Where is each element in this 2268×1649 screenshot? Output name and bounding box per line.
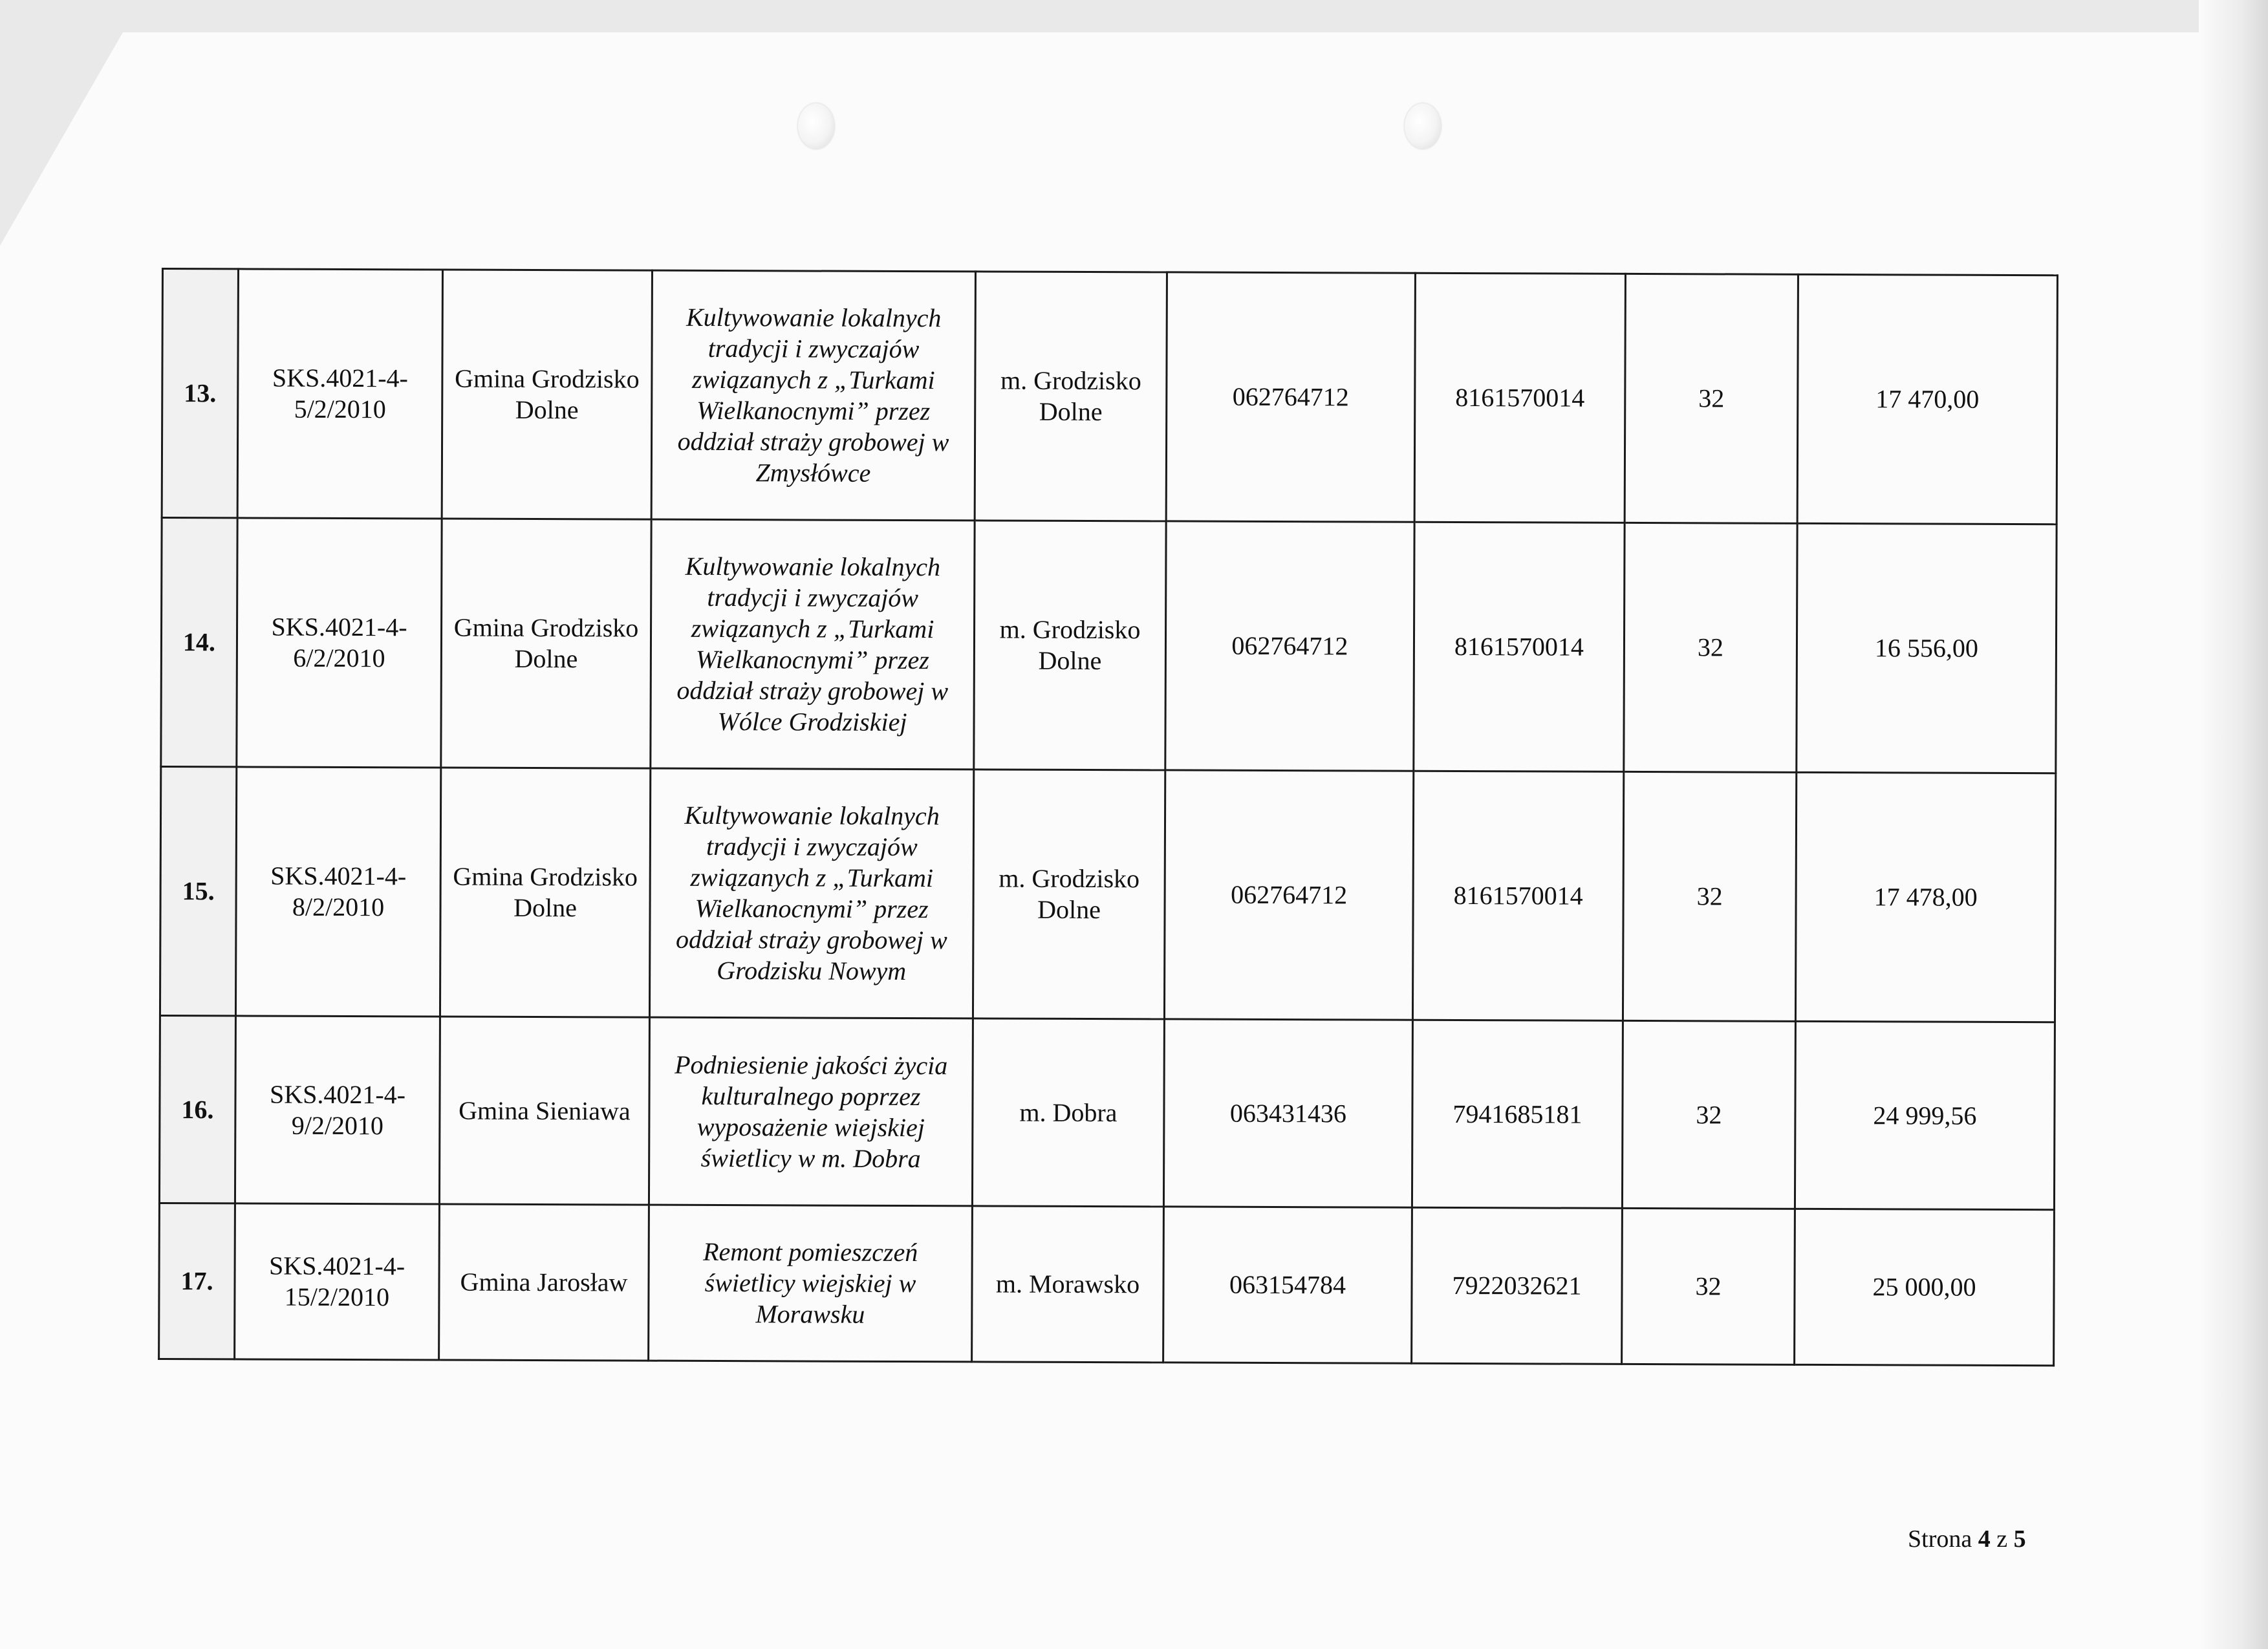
nip-number: 8161570014: [1414, 273, 1625, 523]
row-number: 17.: [159, 1203, 235, 1359]
grant-amount: 24 999,56: [1795, 1021, 2055, 1209]
case-signature: SKS.4021-4-15/2/2010: [235, 1203, 440, 1360]
task-title: Kultywowanie lokalnych tradycji i zwyczajów związanych z „Turkami Wielkanocnymi” przez oddział straży grobowej w Grodzisku Nowym: [649, 768, 973, 1018]
nip-number: 7941685181: [1412, 1020, 1623, 1208]
page-number-prefix: Strona: [1908, 1525, 1972, 1553]
page-number: [1908, 1525, 2026, 1553]
nip-number: 7922032621: [1412, 1207, 1623, 1364]
grant-amount: 25 000,00: [1795, 1209, 2055, 1365]
regon-number: 062764712: [1165, 521, 1414, 771]
page-number-current: 4: [1978, 1525, 1991, 1553]
grants-table: [158, 268, 2058, 1366]
nip-number: 8161570014: [1412, 771, 1623, 1020]
paper-edge: [2199, 0, 2268, 1649]
row-number: 16.: [159, 1015, 235, 1203]
classification-code: 32: [1625, 274, 1798, 523]
regon-number: 062764712: [1164, 770, 1413, 1020]
task-place: m. Grodzisko Dolne: [973, 770, 1165, 1019]
regon-number: 063431436: [1163, 1019, 1412, 1207]
page-number-separator: z: [1996, 1525, 2008, 1553]
task-place: m. Dobra: [972, 1018, 1164, 1207]
beneficiary: Gmina Grodzisko Dolne: [440, 768, 650, 1017]
punch-hole-left: [798, 103, 834, 149]
case-signature: SKS.4021-4-8/2/2010: [235, 767, 440, 1017]
task-title: Kultywowanie lokalnych tradycji i zwyczajów związanych z „Turkami Wielkanocnymi” przez oddział straży grobowej w Wólce Grodziskiej: [651, 519, 975, 770]
row-number: 14.: [161, 518, 237, 767]
case-signature: SKS.4021-4-6/2/2010: [237, 518, 442, 768]
nip-number: 8161570014: [1414, 522, 1625, 771]
task-title: Podniesienie jakości życia kulturalnego poprzez wyposażenie wiejskiej świetlicy w m. Dobra: [649, 1017, 973, 1206]
page-number-total: 5: [2013, 1525, 2026, 1553]
table-row: [160, 767, 2055, 1022]
beneficiary: Gmina Sieniawa: [439, 1017, 649, 1205]
regon-number: 062764712: [1166, 272, 1415, 522]
beneficiary: Gmina Jarosław: [439, 1204, 649, 1361]
beneficiary: Gmina Grodzisko Dolne: [441, 519, 651, 768]
table-row: [159, 1015, 2055, 1209]
grant-amount: 17 478,00: [1795, 772, 2055, 1022]
grant-amount: 17 470,00: [1797, 274, 2057, 524]
classification-code: 32: [1624, 523, 1797, 772]
row-number: 13.: [162, 269, 238, 518]
task-place: m. Grodzisko Dolne: [975, 272, 1167, 521]
task-title: Kultywowanie lokalnych tradycji i zwyczajów związanych z „Turkami Wielkanocnymi” przez oddział straży grobowej w Zmysłówce: [651, 270, 975, 521]
row-number: 15.: [160, 767, 236, 1016]
task-place: m. Morawsko: [972, 1206, 1164, 1363]
table-row: [162, 269, 2057, 524]
beneficiary: Gmina Grodzisko Dolne: [442, 270, 652, 519]
classification-code: 32: [1623, 771, 1796, 1021]
classification-code: 32: [1622, 1208, 1795, 1364]
case-signature: SKS.4021-4-5/2/2010: [237, 269, 442, 519]
classification-code: 32: [1622, 1020, 1795, 1209]
table-row: [159, 1203, 2055, 1365]
regon-number: 063154784: [1163, 1207, 1412, 1363]
task-place: m. Grodzisko Dolne: [974, 521, 1166, 770]
case-signature: SKS.4021-4-9/2/2010: [235, 1016, 440, 1204]
table-row: [161, 518, 2057, 773]
task-title: Remont pomieszczeń świetlicy wiejskiej w Morawsku: [649, 1205, 973, 1362]
grant-amount: 16 556,00: [1797, 523, 2057, 773]
punch-hole-right: [1405, 103, 1441, 149]
